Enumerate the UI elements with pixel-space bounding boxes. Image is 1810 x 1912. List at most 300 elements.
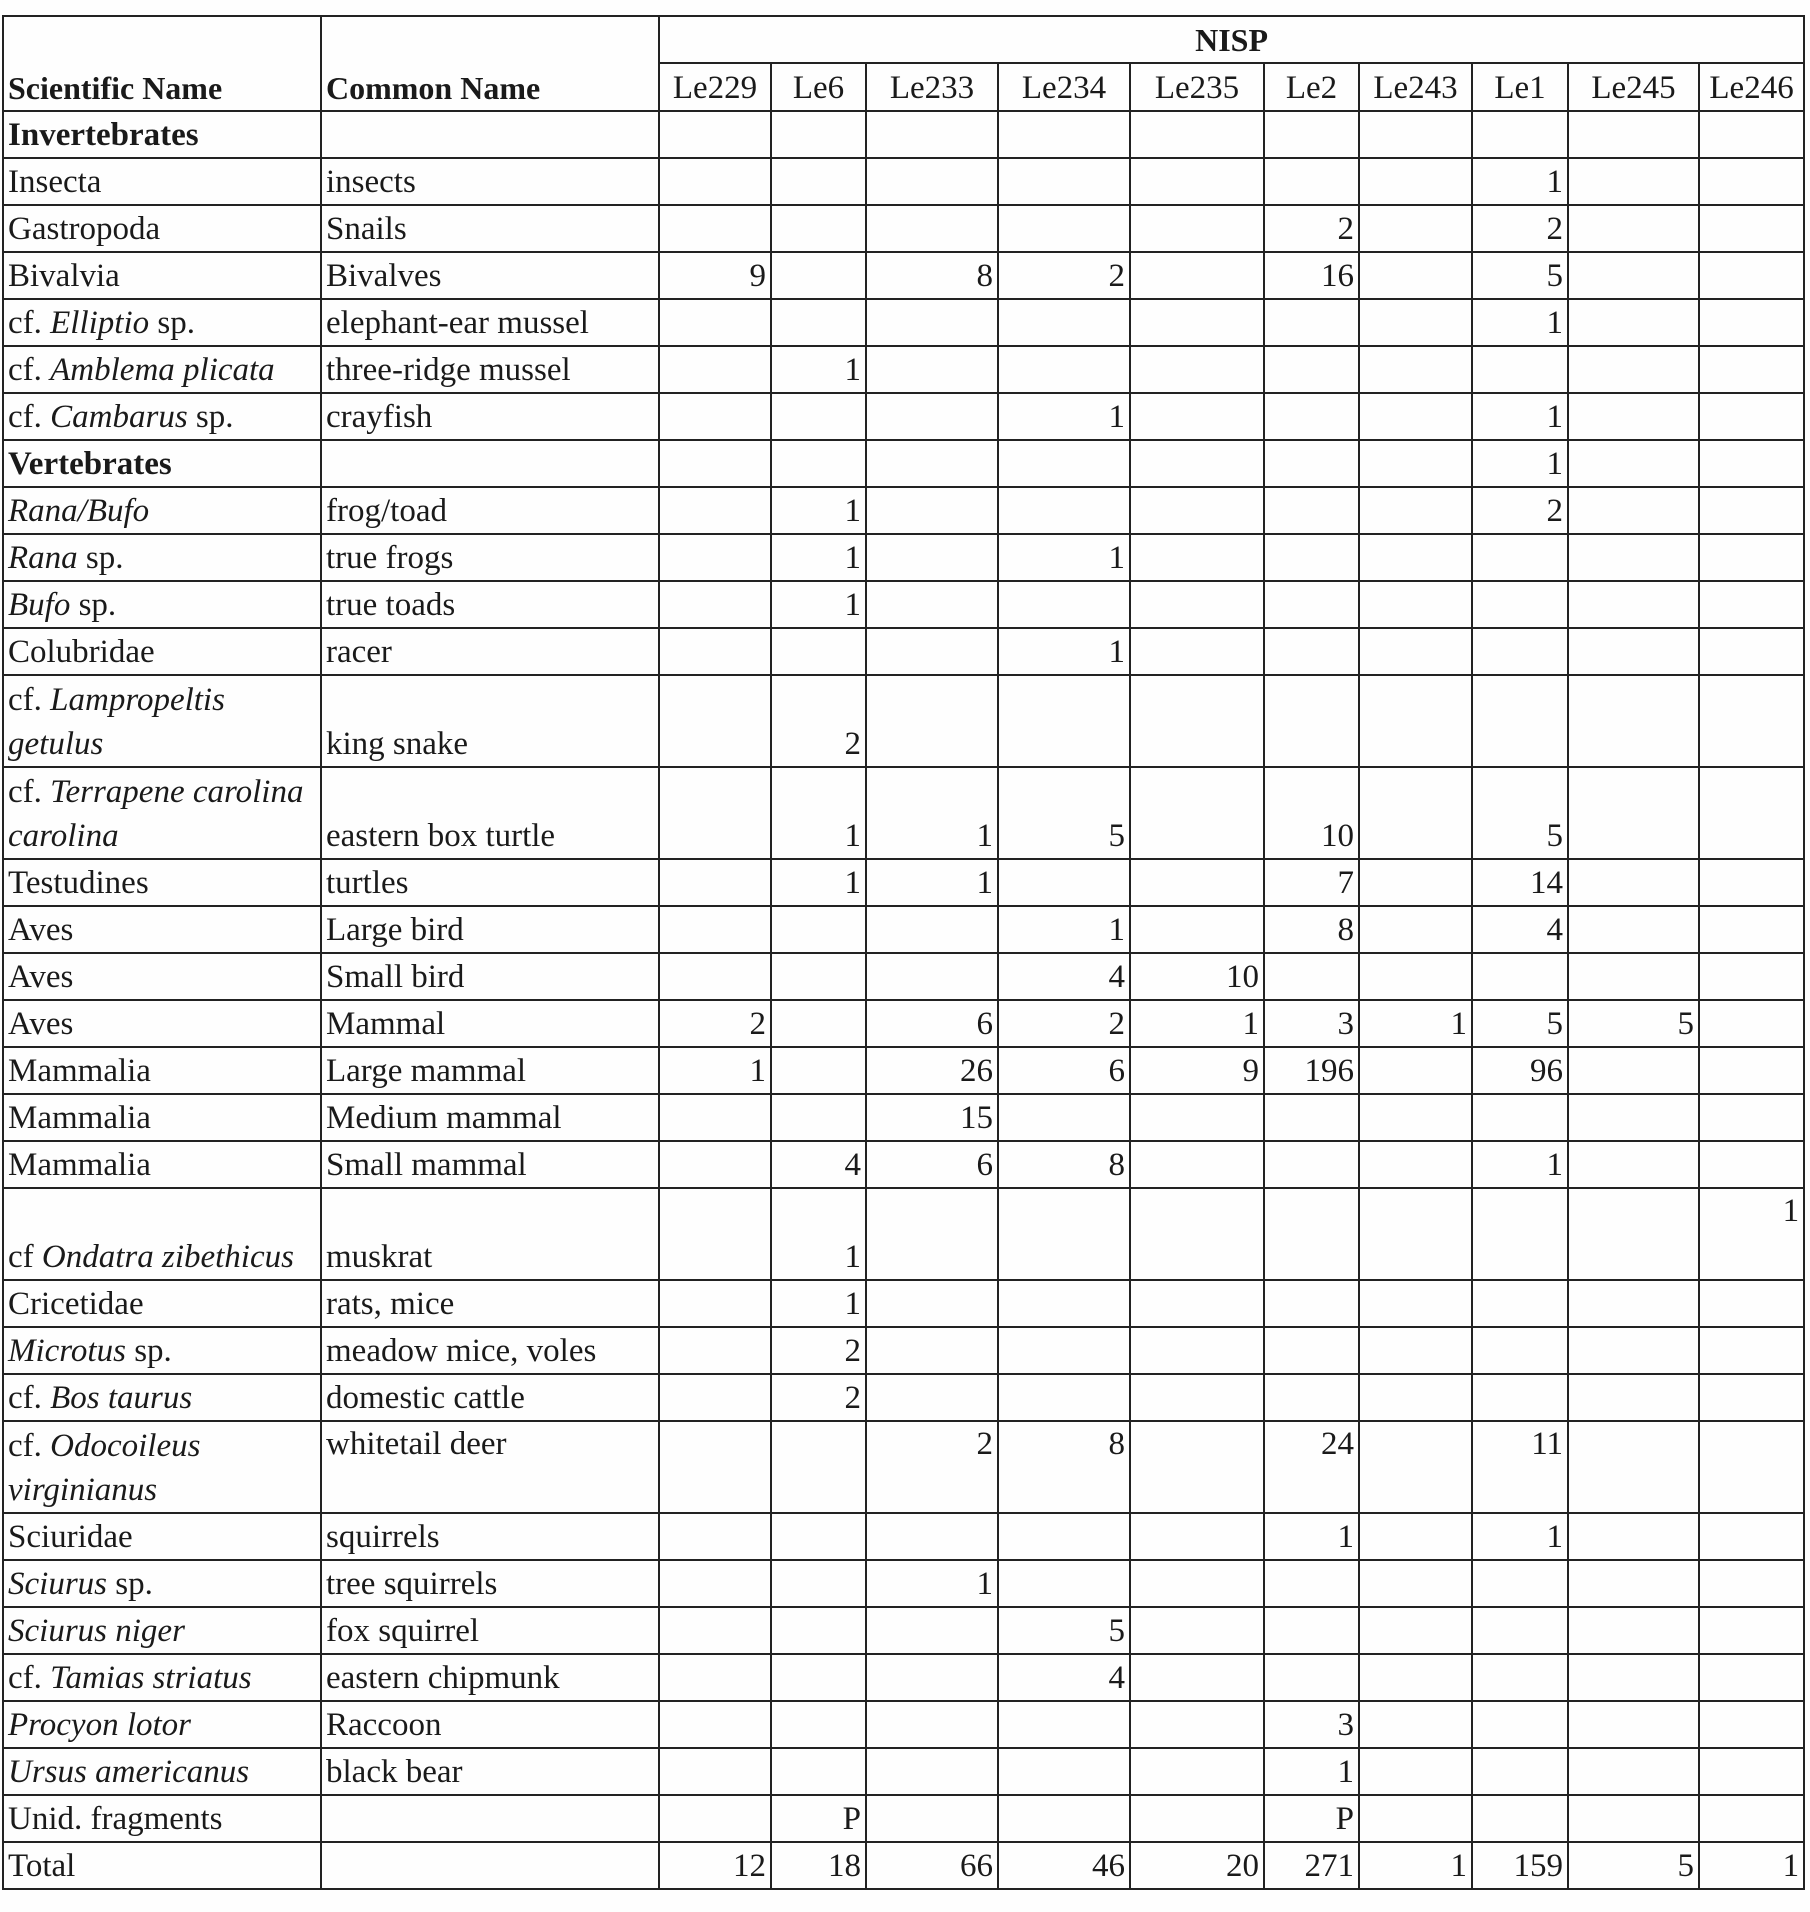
nisp-value-cell: 14: [1472, 859, 1568, 906]
common-name-cell: Raccoon: [321, 1701, 659, 1748]
nisp-value-cell: [1264, 1094, 1359, 1141]
table-row: [3, 1795, 1804, 1842]
nisp-value-cell: [866, 534, 998, 581]
nisp-value-cell: [866, 1327, 998, 1374]
nisp-value-cell: 16: [1264, 252, 1359, 299]
nisp-value-cell: [998, 111, 1130, 158]
nisp-value-cell: [1699, 1094, 1804, 1141]
common-name-cell: squirrels: [321, 1513, 659, 1560]
nisp-value-cell: [1699, 393, 1804, 440]
table-row: [3, 158, 1804, 205]
nisp-value-cell: 2: [659, 1000, 771, 1047]
nisp-value-cell: [1359, 1560, 1472, 1607]
nisp-value-cell: [1264, 1607, 1359, 1654]
nisp-value-cell: [659, 1280, 771, 1327]
nisp-value-cell: [1568, 1654, 1699, 1701]
nisp-value-cell: [1568, 1748, 1699, 1795]
common-name-cell: black bear: [321, 1748, 659, 1795]
nisp-value-cell: [866, 628, 998, 675]
nisp-value-cell: [1472, 1327, 1568, 1374]
nisp-value-cell: 2: [998, 252, 1130, 299]
common-name-cell: Small mammal: [321, 1141, 659, 1188]
nisp-value-cell: 1: [771, 859, 866, 906]
site-header-le229: Le229: [659, 63, 771, 111]
nisp-value-cell: [1130, 1795, 1264, 1842]
taxon-italic: Amblema plicata: [50, 352, 275, 388]
nisp-value-cell: [1472, 1795, 1568, 1842]
taxon-qualifier: sp.: [77, 540, 124, 576]
nisp-value-cell: [998, 1701, 1130, 1748]
scientific-name-cell: Invertebrates: [3, 111, 321, 158]
nisp-value-cell: 1: [1472, 299, 1568, 346]
nisp-value-cell: [1568, 534, 1699, 581]
nisp-value-cell: 5: [1568, 1842, 1699, 1889]
nisp-value-cell: [998, 299, 1130, 346]
table-row: [3, 252, 1804, 299]
nisp-value-cell: [998, 1327, 1130, 1374]
nisp-value-cell: [998, 205, 1130, 252]
nisp-value-cell: [1699, 346, 1804, 393]
nisp-value-cell: [1130, 346, 1264, 393]
site-header-le235: Le235: [1130, 63, 1264, 111]
nisp-value-cell: 5: [1568, 1000, 1699, 1047]
nisp-value-cell: [1472, 1701, 1568, 1748]
nisp-value-cell: [1359, 393, 1472, 440]
nisp-value-cell: 2: [771, 1327, 866, 1374]
nisp-value-cell: 196: [1264, 1047, 1359, 1094]
common-name-cell: [321, 1795, 659, 1842]
scientific-name-cell: Bivalvia: [3, 252, 321, 299]
nisp-value-cell: [1568, 767, 1699, 859]
table-row: [3, 628, 1804, 675]
scientific-name-cell: Testudines: [3, 859, 321, 906]
nisp-value-cell: [1359, 205, 1472, 252]
table-row: [3, 1141, 1804, 1188]
nisp-value-cell: [771, 1094, 866, 1141]
nisp-value-cell: [1130, 1141, 1264, 1188]
table-row: [3, 1748, 1804, 1795]
table-row: [3, 1374, 1804, 1421]
scientific-name-cell: [3, 1701, 321, 1748]
nisp-value-cell: 20: [1130, 1842, 1264, 1889]
scientific-name-cell: Cricetidae: [3, 1280, 321, 1327]
nisp-value-cell: 9: [1130, 1047, 1264, 1094]
nisp-value-cell: 5: [1472, 1000, 1568, 1047]
nisp-value-cell: [1130, 205, 1264, 252]
nisp-value-cell: [1359, 252, 1472, 299]
nisp-value-cell: [1568, 1094, 1699, 1141]
nisp-value-cell: [659, 346, 771, 393]
nisp-value-cell: [998, 158, 1130, 205]
taxon-qualifier: cf.: [8, 399, 51, 435]
scientific-name-header: Scientific Name: [3, 16, 321, 111]
nisp-value-cell: [1568, 953, 1699, 1000]
nisp-value-cell: [659, 1748, 771, 1795]
nisp-value-cell: [998, 487, 1130, 534]
nisp-value-cell: [866, 158, 998, 205]
nisp-value-cell: [1699, 111, 1804, 158]
nisp-value-cell: 1: [771, 346, 866, 393]
common-name-cell: tree squirrels: [321, 1560, 659, 1607]
nisp-value-cell: [1699, 1701, 1804, 1748]
common-name-cell: eastern box turtle: [321, 767, 659, 859]
nisp-value-cell: [1130, 1327, 1264, 1374]
nisp-value-cell: [1130, 1513, 1264, 1560]
nisp-value-cell: [866, 1188, 998, 1280]
nisp-value-cell: [998, 1188, 1130, 1280]
nisp-value-cell: [1568, 111, 1699, 158]
nisp-value-cell: [771, 1607, 866, 1654]
nisp-value-cell: [1264, 534, 1359, 581]
nisp-value-cell: [1568, 1047, 1699, 1094]
nisp-value-cell: [1264, 111, 1359, 158]
nisp-value-cell: [1472, 1607, 1568, 1654]
nisp-value-cell: 1: [1699, 1842, 1804, 1889]
nisp-value-cell: [866, 440, 998, 487]
scientific-name-cell: [3, 675, 321, 767]
taxon-qualifier: cf.: [8, 774, 51, 810]
nisp-value-cell: [1130, 1654, 1264, 1701]
nisp-value-cell: [1472, 534, 1568, 581]
nisp-value-cell: [1568, 1280, 1699, 1327]
nisp-value-cell: 10: [1130, 953, 1264, 1000]
common-name-cell: Bivalves: [321, 252, 659, 299]
nisp-value-cell: [1359, 534, 1472, 581]
nisp-value-cell: [1568, 906, 1699, 953]
nisp-value-cell: 4: [998, 1654, 1130, 1701]
common-name-cell: Small bird: [321, 953, 659, 1000]
nisp-value-cell: [1264, 1654, 1359, 1701]
table-row: [3, 393, 1804, 440]
site-header-le243: Le243: [1359, 63, 1472, 111]
nisp-value-cell: 2: [866, 1421, 998, 1513]
nisp-value-cell: [1699, 1374, 1804, 1421]
nisp-value-cell: [659, 487, 771, 534]
taxon-qualifier: cf.: [8, 682, 51, 718]
taxon-qualifier: sp.: [187, 399, 234, 435]
common-name-cell: [321, 111, 659, 158]
nisp-value-cell: [659, 393, 771, 440]
table-row: [3, 953, 1804, 1000]
nisp-value-cell: [771, 1513, 866, 1560]
nisp-value-cell: [998, 440, 1130, 487]
nisp-value-cell: 66: [866, 1842, 998, 1889]
nisp-value-cell: [1568, 1513, 1699, 1560]
nisp-value-cell: 2: [1472, 205, 1568, 252]
scientific-name-cell: Unid. fragments: [3, 1795, 321, 1842]
scientific-name-cell: [3, 1607, 321, 1654]
nisp-value-cell: 9: [659, 252, 771, 299]
table-row: [3, 299, 1804, 346]
site-header-le1: Le1: [1472, 63, 1568, 111]
nisp-value-cell: [1130, 767, 1264, 859]
table-row: [3, 906, 1804, 953]
nisp-value-cell: [866, 1795, 998, 1842]
taxon-qualifier: cf: [8, 1239, 42, 1275]
common-name-cell: [321, 440, 659, 487]
common-name-cell: eastern chipmunk: [321, 1654, 659, 1701]
nisp-value-cell: [1359, 1748, 1472, 1795]
scientific-name-cell: Mammalia: [3, 1047, 321, 1094]
common-name-cell: Large mammal: [321, 1047, 659, 1094]
nisp-value-cell: [1568, 1701, 1699, 1748]
nisp-value-cell: [771, 906, 866, 953]
common-name-cell: whitetail deer: [321, 1421, 659, 1513]
taxon-italic: Ondatra zibethicus: [41, 1239, 294, 1275]
nisp-value-cell: [1130, 1188, 1264, 1280]
nisp-value-cell: [866, 1374, 998, 1421]
nisp-value-cell: [1699, 906, 1804, 953]
nisp-value-cell: 4: [998, 953, 1130, 1000]
nisp-value-cell: [659, 299, 771, 346]
scientific-name-cell: Aves: [3, 906, 321, 953]
nisp-value-cell: 1: [1264, 1513, 1359, 1560]
scientific-name-cell: Insecta: [3, 158, 321, 205]
nisp-value-cell: [1699, 581, 1804, 628]
table-row: [3, 1513, 1804, 1560]
nisp-value-cell: [659, 1141, 771, 1188]
nisp-value-cell: 1: [771, 1188, 866, 1280]
scientific-name-cell: [3, 767, 321, 859]
nisp-value-cell: 24: [1264, 1421, 1359, 1513]
nisp-value-cell: [1130, 1748, 1264, 1795]
nisp-value-cell: [659, 205, 771, 252]
common-name-cell: rats, mice: [321, 1280, 659, 1327]
taxon-italic: Elliptio: [50, 305, 150, 341]
nisp-value-cell: 8: [866, 252, 998, 299]
nisp-value-cell: 2: [998, 1000, 1130, 1047]
nisp-value-cell: [659, 1188, 771, 1280]
scientific-name-cell: Aves: [3, 953, 321, 1000]
taxon-qualifier: sp.: [70, 587, 117, 623]
nisp-value-cell: [866, 111, 998, 158]
nisp-value-cell: [771, 252, 866, 299]
nisp-value-cell: [1699, 859, 1804, 906]
nisp-value-cell: 6: [866, 1000, 998, 1047]
nisp-value-cell: 1: [771, 767, 866, 859]
nisp-value-cell: [1699, 205, 1804, 252]
nisp-value-cell: [1359, 859, 1472, 906]
nisp-value-cell: [866, 1701, 998, 1748]
nisp-value-cell: [1699, 953, 1804, 1000]
nisp-value-cell: [1699, 675, 1804, 767]
nisp-value-cell: [1359, 1374, 1472, 1421]
table-row: [3, 1560, 1804, 1607]
nisp-value-cell: 3: [1264, 1000, 1359, 1047]
nisp-value-cell: [1359, 1513, 1472, 1560]
nisp-value-cell: [1359, 1795, 1472, 1842]
nisp-value-cell: [1264, 158, 1359, 205]
nisp-value-cell: [1472, 1560, 1568, 1607]
nisp-value-cell: [1359, 1188, 1472, 1280]
nisp-value-cell: [1264, 1327, 1359, 1374]
nisp-value-cell: 2: [1264, 205, 1359, 252]
nisp-value-cell: 5: [998, 1607, 1130, 1654]
nisp-value-cell: 1: [1472, 1141, 1568, 1188]
scientific-name-cell: Vertebrates: [3, 440, 321, 487]
table-row: [3, 346, 1804, 393]
nisp-table: [2, 15, 1805, 1890]
taxon-qualifier: sp.: [125, 1333, 172, 1369]
table-row: [3, 1047, 1804, 1094]
nisp-value-cell: [1359, 1654, 1472, 1701]
nisp-value-cell: 1: [1359, 1000, 1472, 1047]
common-name-cell: true toads: [321, 581, 659, 628]
scientific-name-cell: Gastropoda: [3, 205, 321, 252]
nisp-value-cell: [1699, 628, 1804, 675]
nisp-value-cell: [1130, 111, 1264, 158]
nisp-value-cell: 1: [866, 859, 998, 906]
nisp-value-cell: [1359, 1701, 1472, 1748]
nisp-value-cell: 8: [1264, 906, 1359, 953]
nisp-value-cell: [771, 299, 866, 346]
taxon-italic: Tamias striatus: [50, 1660, 252, 1696]
nisp-value-cell: 159: [1472, 1842, 1568, 1889]
scientific-name-cell: Mammalia: [3, 1141, 321, 1188]
nisp-value-cell: 2: [1472, 487, 1568, 534]
nisp-value-cell: [1568, 393, 1699, 440]
nisp-value-cell: [1130, 393, 1264, 440]
nisp-value-cell: [1568, 1141, 1699, 1188]
nisp-value-cell: [1472, 346, 1568, 393]
common-name-cell: turtles: [321, 859, 659, 906]
nisp-value-cell: 271: [1264, 1842, 1359, 1889]
site-header-le233: Le233: [866, 63, 998, 111]
nisp-value-cell: [1472, 953, 1568, 1000]
nisp-value-cell: [659, 1421, 771, 1513]
nisp-value-cell: [866, 953, 998, 1000]
nisp-value-cell: [1568, 346, 1699, 393]
nisp-value-cell: [1699, 1327, 1804, 1374]
nisp-value-cell: [1130, 581, 1264, 628]
scientific-name-cell: [3, 1421, 321, 1513]
total-row: [3, 1842, 1804, 1889]
nisp-value-cell: [659, 581, 771, 628]
nisp-value-cell: [1359, 1327, 1472, 1374]
nisp-value-cell: [1699, 1748, 1804, 1795]
scientific-name-cell: [3, 1327, 321, 1374]
nisp-value-cell: [1472, 675, 1568, 767]
site-header-le245: Le245: [1568, 63, 1699, 111]
nisp-value-cell: [1699, 487, 1804, 534]
taxon-qualifier: cf.: [8, 1660, 51, 1696]
nisp-value-cell: [1359, 953, 1472, 1000]
nisp-value-cell: 4: [1472, 906, 1568, 953]
nisp-value-cell: 15: [866, 1094, 998, 1141]
nisp-value-cell: 1: [1699, 1188, 1804, 1280]
nisp-value-cell: [1699, 299, 1804, 346]
table-row: [3, 1421, 1804, 1513]
nisp-value-cell: 1: [998, 534, 1130, 581]
common-name-cell: Medium mammal: [321, 1094, 659, 1141]
taxon-italic: Ursus americanus: [8, 1754, 250, 1790]
nisp-value-cell: [771, 1701, 866, 1748]
table-row: [3, 767, 1804, 859]
nisp-value-cell: [1359, 767, 1472, 859]
nisp-value-cell: 1: [1472, 440, 1568, 487]
nisp-value-cell: [1130, 487, 1264, 534]
nisp-value-cell: [1699, 1795, 1804, 1842]
scientific-name-cell: Aves: [3, 1000, 321, 1047]
nisp-value-cell: [1472, 1094, 1568, 1141]
nisp-value-cell: [1359, 1094, 1472, 1141]
table-row: [3, 1327, 1804, 1374]
nisp-value-cell: [1568, 581, 1699, 628]
taxon-italic: Procyon lotor: [8, 1707, 191, 1743]
scientific-name-cell: [3, 346, 321, 393]
nisp-value-cell: [659, 1795, 771, 1842]
nisp-value-cell: [659, 1701, 771, 1748]
nisp-value-cell: [771, 1654, 866, 1701]
scientific-name-cell: [3, 393, 321, 440]
nisp-value-cell: [1130, 1280, 1264, 1327]
nisp-value-cell: [1699, 534, 1804, 581]
nisp-value-cell: [1130, 440, 1264, 487]
nisp-value-cell: 1: [1130, 1000, 1264, 1047]
nisp-value-cell: [659, 1560, 771, 1607]
nisp-value-cell: [1699, 1280, 1804, 1327]
nisp-value-cell: [1568, 1560, 1699, 1607]
nisp-value-cell: [771, 158, 866, 205]
nisp-value-cell: [1359, 1421, 1472, 1513]
nisp-value-cell: [771, 111, 866, 158]
common-name-cell: [321, 1842, 659, 1889]
nisp-value-cell: 1: [998, 628, 1130, 675]
nisp-value-cell: [1130, 628, 1264, 675]
scientific-name-cell: [3, 487, 321, 534]
nisp-value-cell: [1130, 1607, 1264, 1654]
nisp-value-cell: [1359, 1280, 1472, 1327]
group-row: [3, 111, 1804, 158]
table-row: [3, 1000, 1804, 1047]
nisp-value-cell: [771, 393, 866, 440]
nisp-value-cell: [771, 1560, 866, 1607]
nisp-value-cell: [1130, 534, 1264, 581]
nisp-value-cell: [1130, 1560, 1264, 1607]
nisp-value-cell: [1130, 906, 1264, 953]
nisp-value-cell: [771, 1421, 866, 1513]
nisp-value-cell: [771, 953, 866, 1000]
nisp-value-cell: [998, 1748, 1130, 1795]
nisp-value-cell: 1: [866, 1560, 998, 1607]
scientific-name-cell: [3, 1374, 321, 1421]
nisp-value-cell: [659, 906, 771, 953]
nisp-value-cell: [1568, 158, 1699, 205]
nisp-value-cell: [1264, 1374, 1359, 1421]
table-body: [3, 111, 1804, 1889]
taxon-qualifier: sp.: [149, 305, 195, 341]
nisp-value-cell: [1359, 440, 1472, 487]
nisp-value-cell: 10: [1264, 767, 1359, 859]
nisp-value-cell: [659, 1094, 771, 1141]
nisp-value-cell: 1: [771, 1280, 866, 1327]
nisp-value-cell: 1: [1472, 158, 1568, 205]
nisp-value-cell: [1264, 440, 1359, 487]
nisp-value-cell: [866, 1654, 998, 1701]
common-name-header: Common Name: [321, 16, 659, 111]
nisp-value-cell: [1359, 581, 1472, 628]
taxon-italic: Microtus: [8, 1333, 126, 1369]
scientific-name-cell: Sciuridae: [3, 1513, 321, 1560]
nisp-value-cell: 18: [771, 1842, 866, 1889]
nisp-value-cell: 11: [1472, 1421, 1568, 1513]
nisp-value-cell: [866, 299, 998, 346]
table-row: [3, 1280, 1804, 1327]
taxon-italic: Sciurus: [8, 1566, 107, 1602]
nisp-value-cell: [1472, 1280, 1568, 1327]
nisp-value-cell: [1699, 1513, 1804, 1560]
nisp-value-cell: 8: [998, 1141, 1130, 1188]
